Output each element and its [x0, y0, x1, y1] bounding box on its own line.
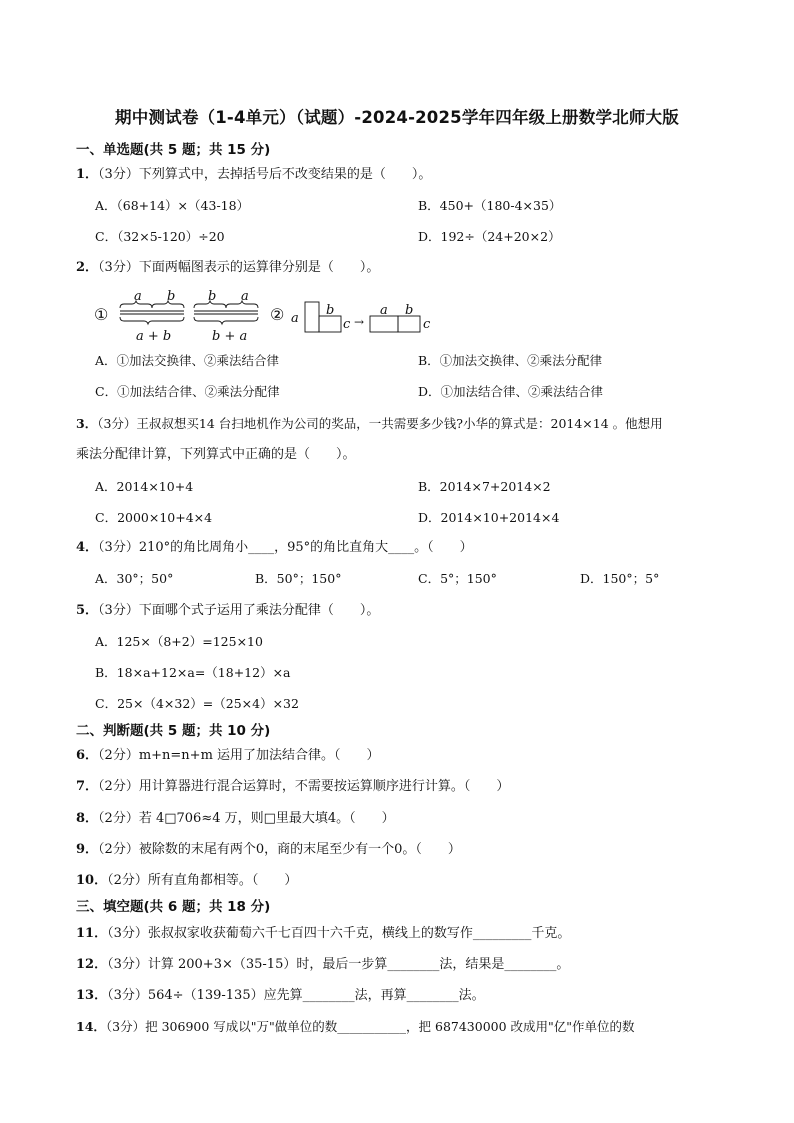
- question-8: [76, 811, 395, 827]
- question-text: （2分）若 4□706≈4 万，则□里最大填4。（ ）: [98, 811, 395, 826]
- operation-law-figure: [90, 284, 450, 346]
- label-sum-ab: a + b: [136, 329, 172, 344]
- label-b: b: [326, 303, 335, 318]
- q1-option-b[interactable]: B．450+（180-4×35）: [418, 198, 562, 213]
- q3-option-d[interactable]: D．2014×10+2014×4: [418, 510, 560, 525]
- question-number: 4．: [76, 540, 99, 555]
- question-text: （3分）下列算式中，去掉括号后不改变结果的是（ ）。: [98, 167, 432, 182]
- q5-option-a[interactable]: A．125×（8+2）=125×10: [95, 634, 263, 649]
- label-sum-ba: b + a: [212, 329, 248, 344]
- label-c: c: [343, 317, 351, 332]
- question-text: （2分）被除数的末尾有两个0，商的末尾至少有一个0。（ ）: [98, 842, 461, 857]
- q3-option-c[interactable]: C．2000×10+4×4: [95, 510, 213, 525]
- question-number: 12．: [76, 957, 108, 972]
- q4-option-d[interactable]: D．150°；5°: [580, 571, 660, 586]
- question-text: （3分）下面两幅图表示的运算律分别是（ ）。: [98, 260, 380, 275]
- q4-option-c[interactable]: C．5°；150°: [418, 571, 497, 586]
- question-text: （2分）所有直角都相等。（ ）: [107, 873, 298, 888]
- question-number: 7．: [76, 779, 99, 794]
- question-3-continued: 乘法分配律计算，下列算式中正确的是（ ）。: [76, 447, 356, 462]
- question-text: （3分）把 306900 写成以"万"做单位的数___________，把 687430000 改成用"亿"作单位的数: [105, 1019, 635, 1034]
- q5-option-b[interactable]: B．18×a+12×a=（18+12）×a: [95, 665, 291, 680]
- section-heading-fill-blank: 三、填空题(共 6 题；共 18 分): [76, 899, 271, 915]
- question-number: 1．: [76, 167, 99, 182]
- question-3: [76, 416, 663, 432]
- question-13: [76, 988, 485, 1004]
- question-text: （3分）张叔叔家收获葡萄六千七百四十六千克，横线上的数写作_________千克。: [107, 926, 571, 941]
- question-text: （2分）用计算器进行混合运算时，不需要按运算顺序进行计算。（ ）: [98, 779, 510, 794]
- q2-option-c[interactable]: C．①加法结合律、②乘法分配律: [95, 384, 280, 399]
- question-6: [76, 748, 380, 764]
- q1-option-c[interactable]: C．（32×5-120）÷20: [95, 229, 225, 244]
- figure-label-2: ②: [270, 305, 285, 324]
- question-2: [76, 260, 379, 276]
- question-number: 5．: [76, 603, 99, 618]
- label-c: c: [423, 317, 431, 332]
- question-9: [76, 842, 461, 858]
- question-number: 8．: [76, 811, 99, 826]
- section-heading-single-choice: 一、单选题(共 5 题；共 15 分): [76, 142, 271, 158]
- question-14: [76, 1019, 635, 1035]
- question-text: （2分）m+n=n+m 运用了加法结合律。（ ）: [98, 748, 380, 763]
- question-7: [76, 779, 509, 795]
- arrow-symbol: →: [354, 315, 365, 329]
- q5-option-c[interactable]: C．25×（4×32）=（25×4）×32: [95, 696, 299, 711]
- page-title: 期中测试卷（1-4单元）（试题）-2024-2025学年四年级上册数学北师大版: [115, 108, 679, 127]
- question-4: [76, 540, 473, 556]
- q2-option-d[interactable]: D．①加法结合律、②乘法结合律: [418, 384, 604, 399]
- q1-option-a[interactable]: A．（68+14）×（43-18）: [95, 198, 250, 213]
- question-1: [76, 167, 431, 183]
- question-number: 6．: [76, 748, 99, 763]
- label-b: b: [405, 303, 414, 318]
- question-number: 3．: [76, 416, 98, 431]
- q3-option-a[interactable]: A．2014×10+4: [95, 479, 194, 494]
- label-a: a: [134, 289, 142, 304]
- question-number: 14．: [76, 1019, 106, 1034]
- question-text: （3分）计算 200+3×（35-15）时，最后一步算________法，结果是________。: [107, 957, 570, 972]
- question-text: （3分）564÷（139-135）应先算________法，再算________法。: [107, 988, 485, 1003]
- question-text: （3分）下面哪个式子运用了乘法分配律（ ）。: [98, 603, 380, 618]
- question-11: [76, 926, 570, 942]
- question-number: 9．: [76, 842, 99, 857]
- question-10: [76, 873, 297, 889]
- question-number: 13．: [76, 988, 108, 1003]
- question-text: （3分）210°的角比周角小____，95°的角比直角大____。（ ）: [98, 540, 473, 555]
- section-heading-true-false: 二、判断题(共 5 题；共 10 分): [76, 723, 271, 739]
- label-a: a: [241, 289, 249, 304]
- label-b: b: [167, 289, 176, 304]
- question-text: （3分）王叔叔想买14 台扫地机作为公司的奖品，一共需要多少钱?小华的算式是：2014×14 。他想用: [97, 416, 663, 431]
- question-number: 2．: [76, 260, 99, 275]
- figure-label-1: ①: [94, 305, 109, 324]
- q4-option-a[interactable]: A．30°；50°: [95, 571, 174, 586]
- question-number: 10．: [76, 873, 108, 888]
- question-number: 11．: [76, 926, 108, 941]
- label-b: b: [208, 289, 217, 304]
- q2-option-b[interactable]: B．①加法交换律、②乘法分配律: [418, 353, 603, 368]
- question-5: [76, 603, 379, 619]
- q2-option-a[interactable]: A．①加法交换律、②乘法结合律: [95, 353, 280, 368]
- q1-option-d[interactable]: D．192÷（24+20×2）: [418, 229, 561, 244]
- question-12: [76, 957, 569, 973]
- q4-option-b[interactable]: B．50°；150°: [255, 571, 342, 586]
- label-a: a: [291, 311, 299, 326]
- label-a: a: [380, 303, 388, 318]
- q3-option-b[interactable]: B．2014×7+2014×2: [418, 479, 551, 494]
